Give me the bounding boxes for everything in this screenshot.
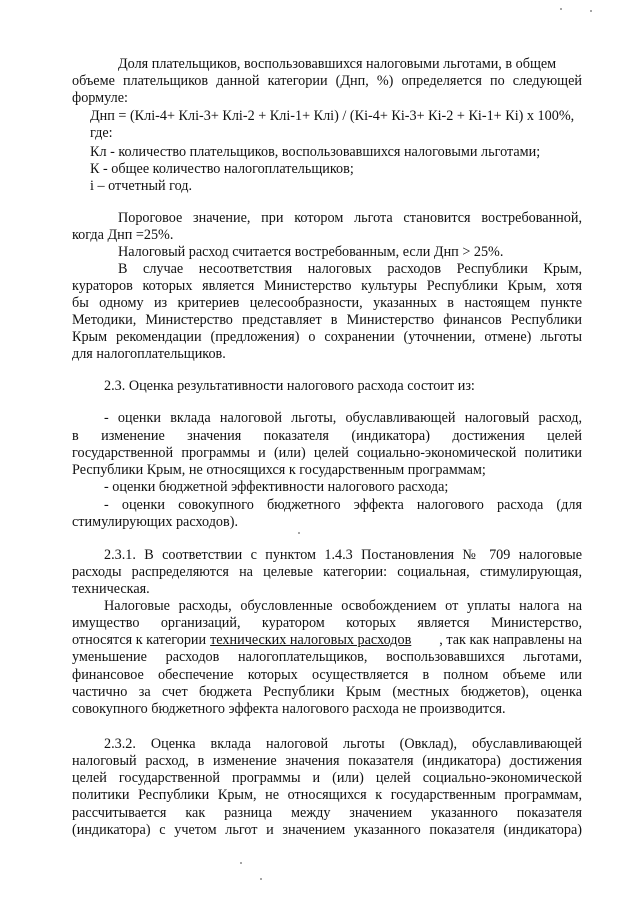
text-line: Налоговые расходы, обусловленные освобождением от уплаты налога на: [104, 598, 582, 614]
underlined-term: технических налоговых расходов: [210, 632, 412, 648]
text-line: бы одному из критериев целесообразности, указанных в настоящем пункте: [72, 295, 582, 311]
scan-speck: [240, 862, 242, 864]
text-line: Кл - количество плательщиков, воспользовавшихся налоговыми льготами;: [90, 144, 541, 160]
text-line: В случае несоответствия налоговых расходов Республики Крым,: [118, 261, 582, 277]
text-line: (индикатора) с учетом льгот и значением указанного показателя (индикатора): [72, 822, 582, 838]
scan-speck: [260, 878, 262, 880]
text-line: уменьшение расходов налогоплательщиков, воспользовавшихся льготами,: [72, 649, 582, 665]
text-line: совокупного бюджетного эффекта налогового расхода не производится.: [72, 701, 506, 717]
list-item: - оценки вклада налоговой льготы, обуславливающей налоговый расход,: [104, 410, 582, 426]
text-line: 2.3.1. В соответствии с пунктом 1.4.3 Постановления № 709 налоговые: [104, 547, 582, 563]
text-line: i – отчетный год.: [90, 178, 193, 194]
scan-speck: [590, 10, 592, 12]
text-line: в изменение значения показателя (индикатора) достижения целей: [72, 428, 582, 444]
text-line: стимулирующих расходов).: [72, 514, 238, 530]
text-line: Крым рекомендации (предложения) о сохранении (уточнении, отмене) льготы: [72, 329, 582, 345]
text-span: относятся к категории: [72, 632, 207, 648]
text-line: 2.3.2. Оценка вклада налоговой льготы (Овклад), обуславливающей: [104, 736, 582, 752]
text-line: Пороговое значение, при котором льгота становится востребованной,: [118, 210, 582, 226]
text-line: кураторов которых является Министерство культуры Республики Крым, хотя: [72, 278, 582, 294]
text-line: имущество организаций, куратором которых является Министерство,: [72, 615, 582, 631]
text-line: частично за счет бюджета Республики Крым (местных бюджетов), оценка: [72, 684, 582, 700]
list-item: - оценки совокупного бюджетного эффекта налогового расхода (для: [104, 497, 582, 513]
text-line: налоговый расход, в изменение значения показателя (индикатора) достижения: [72, 753, 582, 769]
text-line: целей государственной программы и (или) целей социально-экономической: [72, 770, 582, 786]
text-line: государственной программы и (или) целей социально-экономической политики: [72, 445, 582, 461]
text-line: для налогоплательщиков.: [72, 346, 226, 362]
text-span: , так как направлены на: [439, 632, 582, 648]
text-line: техническая.: [72, 581, 150, 597]
text-line: [72, 632, 582, 649]
text-line: когда Днп =25%.: [72, 227, 174, 243]
text-line: рассчитывается как разница между значением указанного показателя: [72, 805, 582, 821]
text-line: финансовое обеспечение которых осуществляется в полном объеме или: [72, 667, 582, 683]
text-line: К - общее количество налогоплательщиков;: [90, 161, 354, 177]
text-line: Республики Крым, не относящихся к государственным программам;: [72, 462, 486, 478]
text-line: формуле:: [72, 90, 128, 106]
text-line: Доля плательщиков, воспользовавшихся налоговыми льготами, в общем: [118, 56, 557, 72]
text-line: объеме плательщиков данной категории (Днп, %) определяется по следующей: [72, 73, 582, 89]
scan-speck: [298, 532, 300, 534]
section-heading: 2.3. Оценка результативности налогового расхода состоит из:: [104, 378, 475, 394]
text-line: где:: [90, 125, 113, 141]
text-line: Налоговый расход считается востребованным, если Днп > 25%.: [118, 244, 504, 260]
text-line: политики Республики Крым, не относящихся к государственным программам,: [72, 787, 582, 803]
scan-speck: [560, 8, 562, 10]
list-item: - оценки бюджетной эффективности налогового расхода;: [104, 479, 449, 495]
text-line: Методики, Министерство представляет в Министерство финансов Республики: [72, 312, 582, 328]
formula-line: Днп = (Клi-4+ Клi-3+ Клi-2 + Клi-1+ Клi) / (Кi-4+ Кi-3+ Кi-2 + Кi-1+ Кi) х 100%,: [90, 108, 575, 124]
text-line: расходы распределяются на целевые категории: социальная, стимулирующая,: [72, 564, 582, 580]
